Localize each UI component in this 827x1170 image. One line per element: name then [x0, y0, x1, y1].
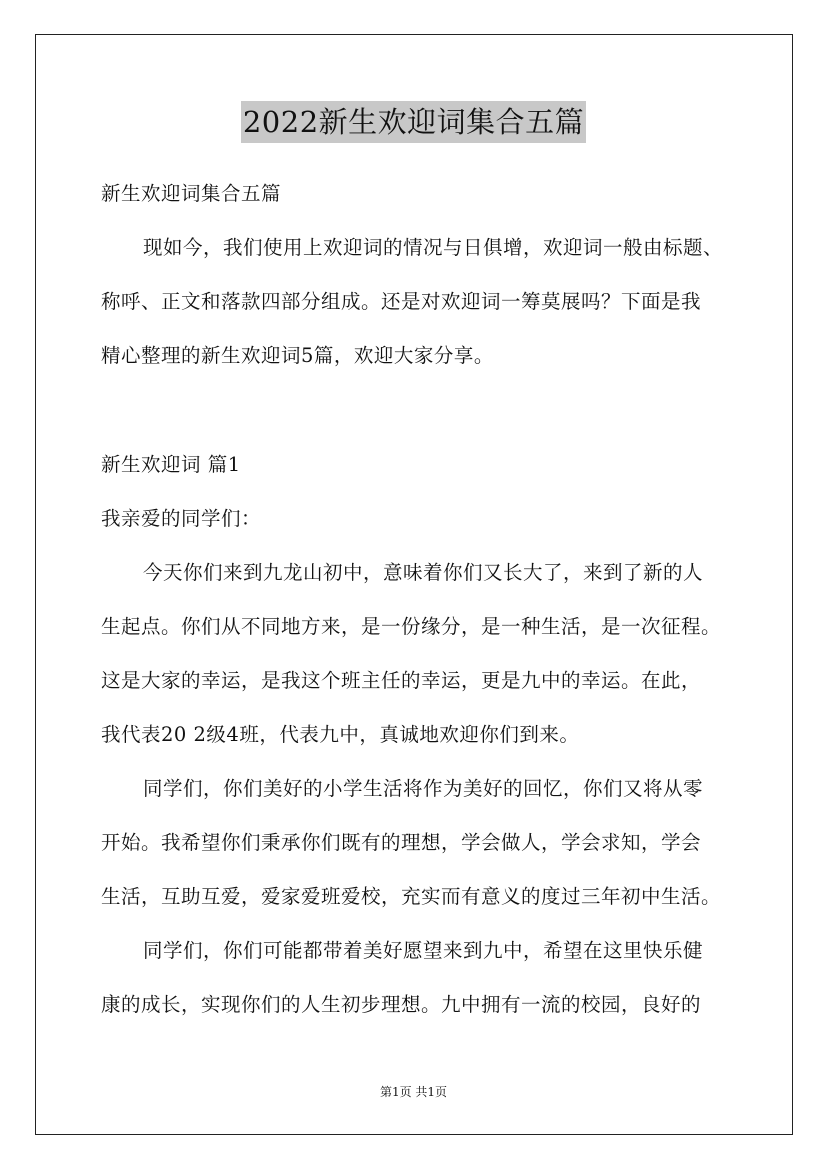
paragraph-line: 称呼、正文和落款四部分组成。还是对欢迎词一筹莫展吗？下面是我 — [101, 290, 702, 313]
paragraph-line: 生活，互助互爱，爱家爱班爱校，充实而有意义的度过三年初中生活。 — [101, 885, 722, 908]
paragraph-line: 今天你们来到九龙山初中，意味着你们又长大了，来到了新的人 — [143, 561, 704, 584]
paragraph-line: 开始。我希望你们秉承你们既有的理想，学会做人，学会求知，学会 — [101, 831, 702, 854]
paragraph-line: 我代表20 2级4班，代表九中，真诚地欢迎你们到来。 — [101, 723, 580, 746]
paragraph-line: 精心整理的新生欢迎词5篇，欢迎大家分享。 — [101, 344, 494, 367]
page-footer: 第1页 共1页 — [379, 1085, 448, 1099]
paragraph-line: 生起点。你们从不同地方来，是一份缘分，是一种生活，是一次征程。 — [101, 615, 722, 638]
paragraph-line: 康的成长，实现你们的人生初步理想。九中拥有一流的校园，良好的 — [101, 993, 702, 1016]
salutation-line: 我亲爱的同学们： — [101, 507, 262, 530]
section-heading: 新生欢迎词 篇1 — [101, 453, 241, 476]
paragraph-line: 现如今，我们使用上欢迎词的情况与日俱增，欢迎词一般由标题、 — [143, 236, 724, 259]
document-title: 2022新生欢迎词集合五篇 — [241, 101, 586, 143]
title-container — [0, 101, 827, 143]
paragraph-line: 这是大家的幸运，是我这个班主任的幸运，更是九中的幸运。在此， — [101, 669, 702, 692]
paragraph-line: 同学们，你们美好的小学生活将作为美好的回忆，你们又将从零 — [143, 777, 704, 800]
subtitle-line: 新生欢迎词集合五篇 — [101, 182, 282, 205]
paragraph-line: 同学们，你们可能都带着美好愿望来到九中，希望在这里快乐健 — [143, 939, 704, 962]
